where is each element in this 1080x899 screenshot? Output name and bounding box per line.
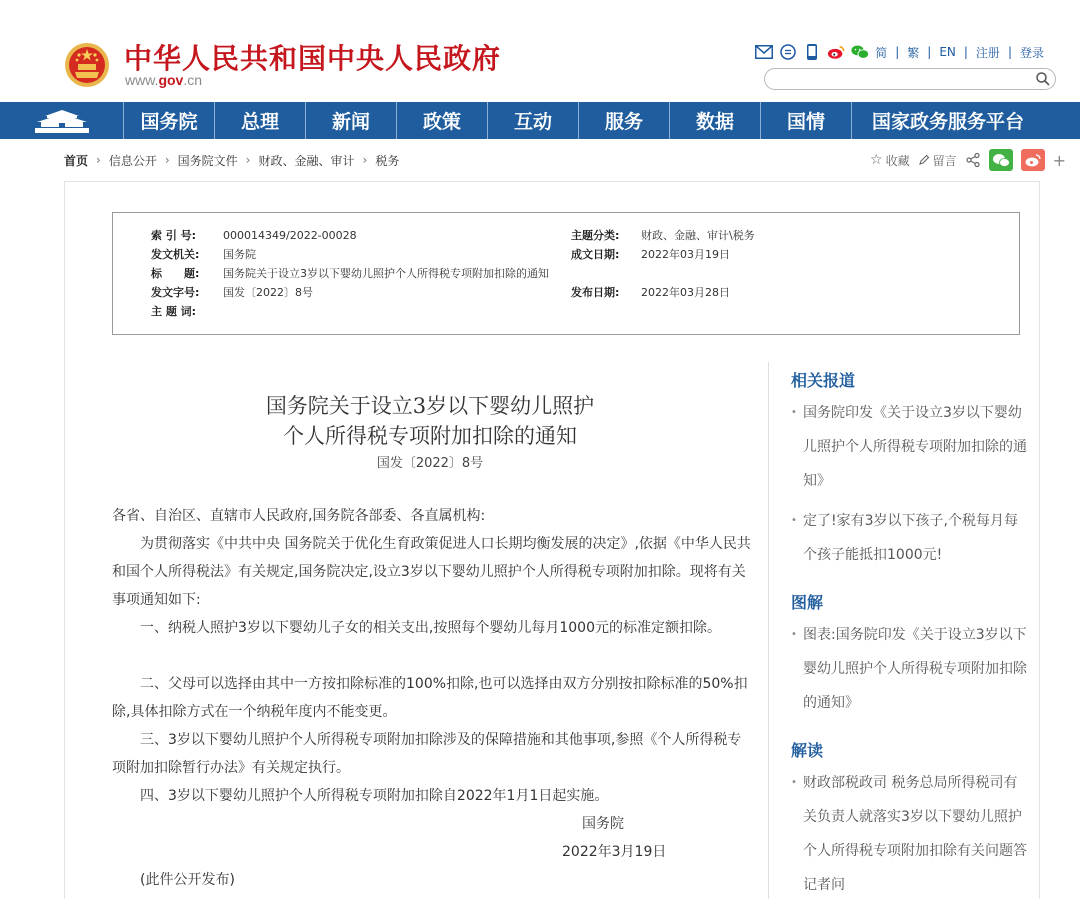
top-tools (755, 42, 1044, 62)
site-url-prefix: www. (125, 72, 159, 88)
search-icon[interactable] (1035, 71, 1051, 87)
breadcrumb (64, 152, 399, 168)
related-sidebar (768, 362, 1038, 899)
interpretation-link[interactable]: • 财政部税政司 税务总局所得税司有关负责人就落实3岁以下婴幼儿照护个人所得税专项附加扣除有关问题答记者问 (791, 766, 1027, 899)
nav-item-service-platform[interactable]: 国家政务服务平台 (871, 111, 1024, 133)
issuer-value: 国务院 (223, 248, 256, 261)
nav-home[interactable] (0, 102, 124, 139)
nav-item-policies[interactable]: 政策 (397, 102, 488, 139)
article-footer-note: (此件公开发布) (140, 872, 235, 888)
favorite-label: 收藏 (885, 153, 910, 168)
nav-item-news[interactable]: 新闻 (306, 102, 397, 139)
article-title-line2: 个人所得税专项附加扣除的通知 (283, 424, 577, 448)
index-number-value: 000014349/2022-00028 (223, 228, 357, 242)
publish-date-value: 2022年03月28日 (641, 286, 730, 299)
article-paragraph-3: 二、父母可以选择由其中一方按扣除标准的100%扣除,也可以选择由双方分别按扣除标准的50%扣除,具体扣除方式在一个纳税年度内不能变更。 (112, 676, 748, 720)
related-reports-heading: 相关报道 (791, 371, 856, 390)
site-url-suffix: .cn (183, 72, 203, 88)
nav-item-state-council[interactable]: 国务院 (124, 102, 215, 139)
pen-icon (918, 154, 930, 166)
title-label: 标 题: (151, 267, 200, 280)
divider: | (1007, 45, 1012, 59)
article-paragraph-2: 一、纳税人照护3岁以下婴幼儿子女的相关支出,按照每个婴幼儿每月1000元的标准定额扣除。 (140, 620, 721, 636)
favorite-button[interactable] (870, 152, 910, 169)
nav-item-premier[interactable]: 总理 (215, 102, 306, 139)
title-value: 国务院关于设立3岁以下婴幼儿照护个人所得税专项附加扣除的通知 (223, 267, 549, 280)
tiananmen-icon (31, 108, 93, 134)
publish-date-label: 发布日期: (571, 286, 620, 299)
written-date-label: 成文日期: (571, 248, 620, 261)
article-sign-date: 2022年3月19日 (562, 844, 667, 860)
breadcrumb-taxation[interactable]: 税务 (375, 153, 400, 168)
breadcrumb-info-disclosure[interactable]: 信息公开 (108, 153, 157, 168)
breadcrumb-state-council-documents[interactable]: 国务院文件 (177, 153, 238, 168)
site-url (125, 72, 202, 88)
star-icon: ☆ (870, 152, 883, 168)
main-nav (0, 102, 1080, 139)
article-paragraph-1: 为贯彻落实《中共中央 国务院关于优化生育政策促进人口长期均衡发展的决定》,依据《中华人民共和国个人所得税法》有关规定,国务院决定,设立3岁以下婴幼儿照护个人所得税专项附加扣除。现将有关事项通知如下: (112, 536, 751, 608)
breadcrumb-finance[interactable]: 财政、金融、审计 (258, 153, 355, 168)
topic-value: 财政、金融、审计\税务 (641, 229, 755, 242)
nav-item-data[interactable]: 数据 (670, 102, 761, 139)
comment-button[interactable] (918, 152, 957, 169)
site-url-mid: gov (158, 72, 184, 88)
weibo-icon[interactable] (827, 43, 845, 61)
chat-icon[interactable] (779, 43, 797, 61)
register-link[interactable]: 注册 (975, 45, 1000, 60)
related-report-link[interactable]: • 定了!家有3岁以下孩子,个税每月每个孩子能抵扣1000元! (791, 504, 1027, 572)
chevron-right-icon: › (96, 153, 101, 167)
national-emblem-icon[interactable] (64, 42, 110, 88)
breadcrumb-home[interactable]: 首页 (64, 153, 89, 168)
graphic-heading: 图解 (791, 593, 824, 612)
share-icon[interactable] (965, 152, 981, 168)
share-toolbar (870, 149, 1066, 171)
article-salutation: 各省、自治区、直辖市人民政府,国务院各部委、各直属机构: (112, 508, 486, 524)
nav-item-interaction[interactable]: 互动 (488, 102, 579, 139)
article-paragraph-4: 三、3岁以下婴幼儿照护个人所得税专项附加扣除涉及的保障措施和其他事项,参照《个人所得税专项附加扣除暂行办法》有关规定执行。 (112, 732, 742, 776)
written-date-value: 2022年03月19日 (641, 248, 730, 261)
mobile-icon[interactable] (803, 43, 821, 61)
article-signer: 国务院 (582, 816, 624, 832)
comment-label: 留言 (932, 153, 957, 168)
chevron-right-icon: › (362, 153, 368, 167)
chevron-right-icon: › (245, 153, 251, 167)
divider: | (963, 45, 968, 59)
chevron-right-icon: › (164, 153, 170, 167)
search-input[interactable] (764, 68, 1056, 90)
site-title[interactable]: 中华人民共和国中央人民政府 (124, 42, 502, 75)
graphic-link[interactable]: • 图表:国务院印发《关于设立3岁以下婴幼儿照护个人所得税专项附加扣除的通知》 (791, 618, 1027, 720)
simplified-chinese-link[interactable]: 简 (875, 45, 888, 60)
interpretation-heading: 解读 (791, 741, 824, 760)
divider: | (927, 45, 932, 59)
related-report-link[interactable]: • 国务院印发《关于设立3岁以下婴幼儿照护个人所得税专项附加扣除的通知》 (791, 396, 1027, 498)
nav-item-services[interactable]: 服务 (579, 102, 670, 139)
article-title-line1: 国务院关于设立3岁以下婴幼儿照护 (265, 394, 595, 418)
index-number-label: 索 引 号: (151, 229, 197, 242)
plus-icon[interactable]: + (1052, 150, 1066, 170)
document-metadata-table (112, 212, 1020, 335)
divider: | (895, 45, 900, 59)
wechat-icon[interactable] (851, 43, 869, 61)
document-number-value: 国发〔2022〕8号 (223, 286, 313, 299)
article-paragraph-5: 四、3岁以下婴幼儿照护个人所得税专项附加扣除自2022年1月1日起实施。 (140, 788, 609, 804)
document-number-label: 发文字号: (151, 286, 200, 299)
traditional-chinese-link[interactable]: 繁 (907, 45, 920, 60)
mail-icon[interactable] (755, 43, 773, 61)
topic-label: 主题分类: (571, 229, 620, 242)
login-link[interactable]: 登录 (1019, 45, 1044, 60)
site-header (0, 0, 1080, 102)
nav-item-national-info[interactable]: 国情 (761, 102, 852, 139)
english-link[interactable]: EN (939, 45, 956, 59)
weibo-share-icon[interactable] (1021, 149, 1045, 171)
issuer-label: 发文机关: (151, 248, 200, 261)
wechat-share-icon[interactable] (989, 149, 1013, 171)
keywords-label: 主 题 词: (151, 305, 197, 318)
article-document-number: 国发〔2022〕8号 (376, 456, 484, 471)
